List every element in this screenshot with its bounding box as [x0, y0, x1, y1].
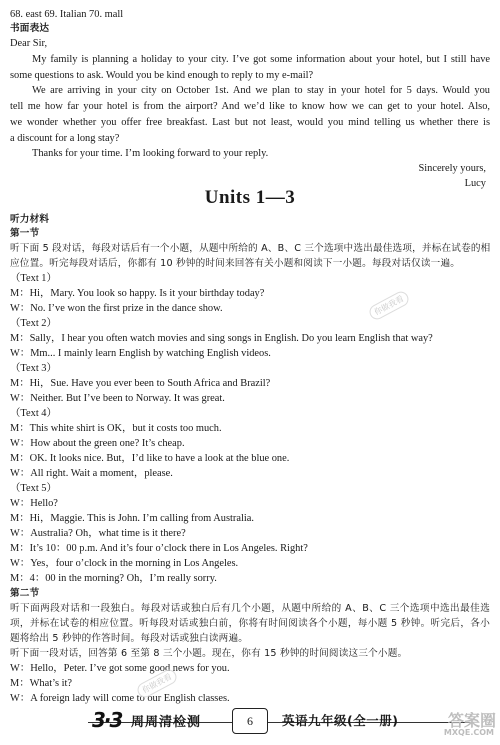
letter-signature: Lucy — [464, 178, 486, 189]
section-two-instructions-line-2: 项，并标在试卷的相应位置。听每段对话或独白前，你将有时间阅读各个小题，每小题 5 秒钟。听完后，各小 — [10, 618, 490, 629]
letter-paragraph-2-line-4: a discount for a long stay? — [10, 133, 120, 144]
footer-subject: 英语九年级(全一册) — [282, 713, 399, 728]
dialogue-line: W：Yes，four o’clock in the morning in Los Angeles. — [10, 558, 239, 569]
text-3-label: （Text 3） — [10, 363, 57, 374]
answer-key-line: 68. east 69. Italian 70. mall — [10, 9, 124, 20]
dialogue-line: W：Neither. But I’ve been to Norway. It was great. — [10, 393, 225, 404]
watermark-stamp: 你做我看 — [367, 289, 411, 322]
text-4-label: （Text 4） — [10, 408, 57, 419]
listening-heading: 听力材料 — [10, 214, 50, 225]
letter-paragraph-2-line-1: We are arriving in your city on October 1st. And we plan to stay in your hotel for 5 days. Would you — [32, 85, 490, 96]
dialogue-line: W：A foreign lady will come to our English classes. — [10, 693, 230, 704]
letter-closing: Sincerely yours, — [418, 163, 486, 174]
page-number: 6 — [232, 708, 268, 734]
dialogue-line: W：All right. Wait a moment，please. — [10, 468, 173, 479]
dialogue-line: W：How about the green one? It’s cheap. — [10, 438, 185, 449]
dialogue-line: W：No. I’ve won the first prize in the dance show. — [10, 303, 223, 314]
letter-paragraph-3: Thanks for your time. I’m looking forward to your reply. — [32, 148, 269, 159]
dialogue-line: M：Hi，Mary. You look so happy. Is it your birthday today? — [10, 288, 265, 299]
dialogue-line: W：Australia? Oh，what time is it there? — [10, 528, 186, 539]
dialogue-line: M：It’s 10：00 p.m. And it’s four o’clock there in Los Angeles. Right? — [10, 543, 308, 554]
footer-brand-title: 周周清检测 — [131, 715, 202, 730]
section-one-instructions-line-1: 听下面 5 段对话，每段对话后有一个小题，从题中所给的 A、B、C 三个选项中选出最佳选项，并标在试卷的相 — [10, 243, 491, 254]
letter-paragraph-2-line-2: tell me how far your hotel is from the airport? And we’d like to know how we can get to your hotel. Also, — [10, 101, 490, 112]
dialogue-line: M：Hi，Sue. Have you ever been to South Africa and Brazil? — [10, 378, 271, 389]
units-title: Units 1—3 — [204, 187, 296, 208]
section-one-heading: 第一节 — [10, 228, 40, 239]
text-5-label: （Text 5） — [10, 483, 57, 494]
text-1-label: （Text 1） — [10, 273, 57, 284]
section-two-heading: 第二节 — [10, 588, 40, 599]
letter-salutation: Dear Sir, — [10, 38, 48, 49]
text-2-label: （Text 2） — [10, 318, 57, 329]
page-footer — [0, 706, 500, 745]
section-one-instructions-line-2: 应位置。听完每段对话后，你都有 10 秒钟的时间来回答有关小题和阅读下一小题。每段对话仅读一遍。 — [10, 258, 461, 269]
letter-paragraph-1-line-1: My family is planning a holiday to your city. I’ve got some information about your hotel, but I still have — [32, 54, 490, 65]
dialogue-line: M：This white shirt is OK，but it costs too much. — [10, 423, 222, 434]
dialogue-line: W：Hello? — [10, 498, 58, 509]
letter-paragraph-1-line-2: some questions to ask. Would you be kind enough to reply to my e-mail? — [10, 70, 314, 81]
dialogue-line: M：What’s it? — [10, 678, 73, 689]
section-two-instructions-line-1: 听下面两段对话和一段独白。每段对话或独白后有几个小题，从题中所给的 A、B、C 三个选项中选出最佳选 — [10, 603, 490, 614]
dialogue-line: M：Sally，I hear you often watch movies and sing songs in English. Do you learn English that way? — [10, 333, 433, 344]
dialogue-line: M：4：00 in the morning? Oh，I’m really sorry. — [10, 573, 217, 584]
letter-paragraph-2-line-3: we wonder whether you offer free breakfast. Last but not least, would you mind telling us whether there is — [10, 117, 490, 128]
section-heading-writing: 书面表达 — [10, 23, 50, 34]
dialogue-line: W：Hello，Peter. I’ve got some good news for you. — [10, 663, 230, 674]
corner-watermark-url: MXQE.COM — [443, 728, 494, 737]
watermark-stamp: 你做我看 — [135, 667, 179, 700]
section-two-instructions-line-4: 听下面一段对话，回答第 6 至第 8 三个小题。现在，你有 15 秒钟的时间阅读这三个小题。 — [10, 648, 408, 659]
corner-watermark-logo: 答案圈 — [447, 711, 496, 730]
section-two-instructions-line-3: 题将给出 5 秒钟的作答时间。每段对话或独白读两遍。 — [10, 633, 249, 644]
brand-logo: 3·3 — [92, 708, 122, 732]
dialogue-line: M：OK. It looks nice. But，I’d like to have a look at the blue one. — [10, 453, 290, 464]
dialogue-line: M：Hi，Maggie. This is John. I’m calling from Australia. — [10, 513, 254, 524]
dialogue-line: W：Mm... I mainly learn English by watching English videos. — [10, 348, 271, 359]
